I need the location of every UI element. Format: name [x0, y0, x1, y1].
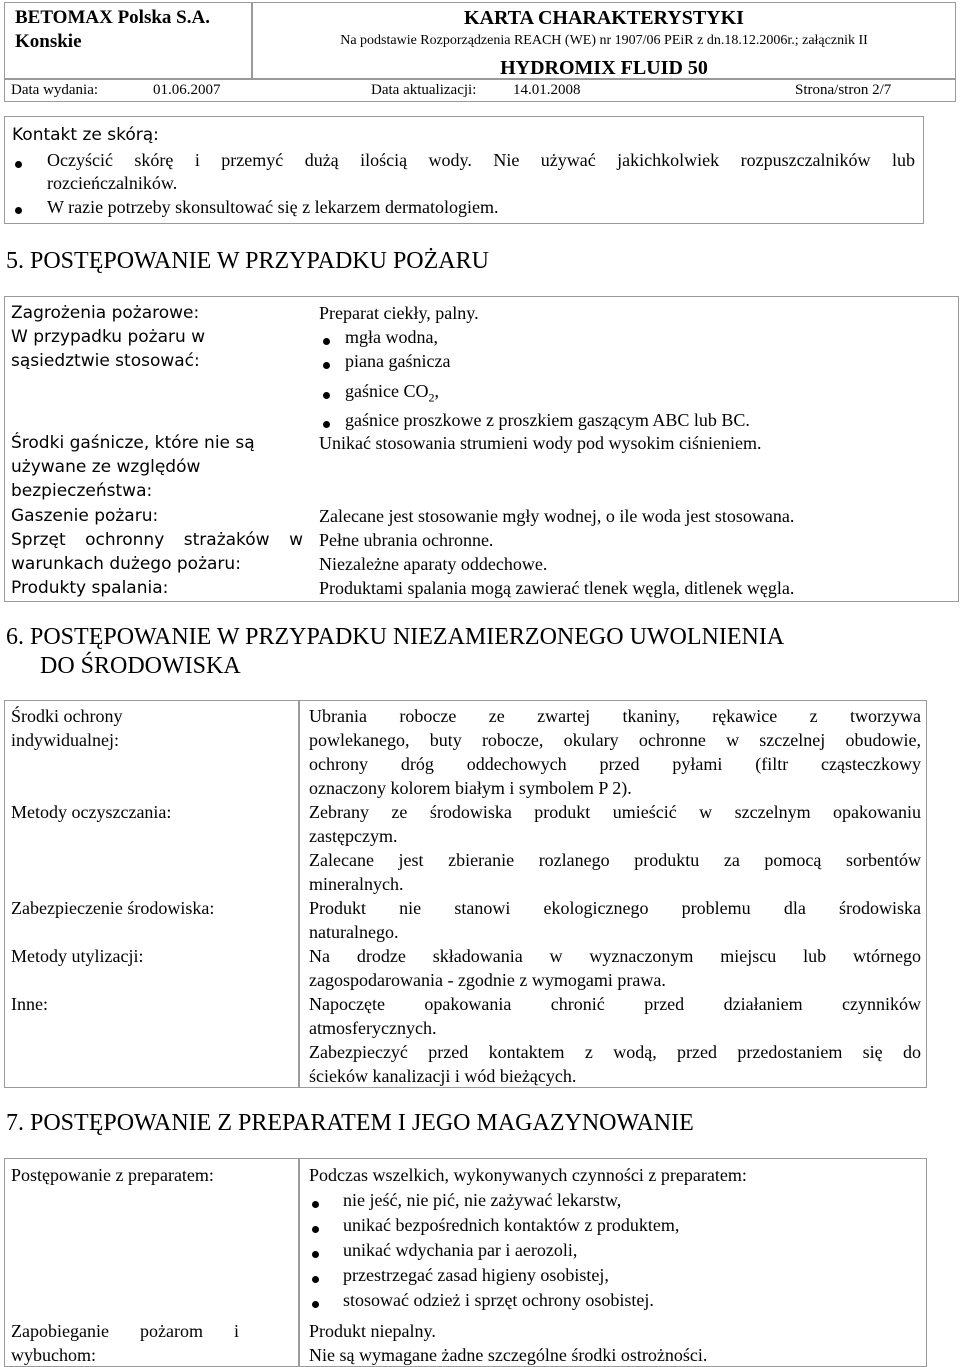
combustion-products-label: Produkty spalania:	[11, 578, 169, 598]
bullet-icon	[312, 1201, 319, 1208]
ppe-label-line2: indywidualnej:	[11, 730, 119, 750]
update-label: Data aktualizacji:	[371, 82, 477, 98]
handling-label: Postępowanie z preparatem:	[11, 1165, 214, 1185]
bullet-icon	[15, 207, 22, 214]
section-6-heading-line2: DO ŚRODOWISKA	[40, 653, 241, 679]
handling-item: unikać wdychania par i aerozoli,	[343, 1240, 578, 1260]
cleanup-line: zastępczym.	[309, 826, 398, 846]
date-bar	[4, 78, 956, 102]
skin-contact-box	[4, 116, 924, 224]
environment-line: naturalnego.	[309, 922, 399, 942]
update-date: 14.01.2008	[513, 82, 581, 98]
extinguish-label-line2: sąsiedztwie stosować:	[11, 351, 200, 371]
issue-date: 01.06.2007	[153, 82, 221, 98]
firefighting-value: Zalecane jest stosowanie mgły wodnej, o ile woda jest stosowana.	[319, 506, 795, 526]
cleanup-line: Zebrany ze środowiska produkt umieścić w szczelnym opakowaniu	[309, 802, 921, 822]
ppe-line: ochrony dróg oddechowych przed pyłami (filtr cząsteczkowy	[309, 754, 921, 774]
bullet-icon	[15, 161, 22, 168]
extinguish-item: gaśnice proszkowe z proszkiem gaszącym ABC lub BC.	[345, 410, 750, 430]
ppe-line: oznaczony kolorem białym i symbolem P 2).	[309, 778, 632, 798]
skin-bullet-1-line2: rozcieńczalników.	[47, 173, 178, 193]
firefighting-label: Gaszenie pożaru:	[11, 506, 159, 526]
fire-prevention-line: Produkt niepalny.	[309, 1321, 436, 1341]
unsuitable-label-line1: Środki gaśnicze, które nie są	[11, 433, 255, 453]
ppe-line: Ubrania robocze ze zwartej tkaniny, rękawice z tworzywa	[309, 706, 921, 726]
header-title-box	[252, 2, 956, 80]
skin-bullet-2: W razie potrzeby skonsultować się z lekarzem dermatologiem.	[47, 197, 499, 217]
bullet-icon	[312, 1226, 319, 1233]
fire-hazards-label: Zagrożenia pożarowe:	[11, 303, 200, 323]
issue-label: Data wydania:	[11, 82, 99, 98]
handling-item: stosować odzież i sprzęt ochrony osobistej.	[343, 1290, 654, 1310]
bullet-icon	[323, 392, 330, 399]
disposal-line: zagospodarowania - zgodnie z wymogami prawa.	[309, 970, 666, 990]
fire-prevention-label-line2: wybuchom:	[11, 1345, 96, 1365]
environment-label: Zabezpieczenie środowiska:	[11, 898, 215, 918]
product-name: HYDROMIX FLUID 50	[500, 57, 708, 79]
section-6-label-column	[4, 700, 299, 1088]
cleanup-line: mineralnych.	[309, 874, 404, 894]
firefighter-equipment-label-line2: warunkach dużego pożaru:	[11, 554, 241, 574]
disposal-line: Na drodze składowania w wyznaczonym miejscu lub wtórnego	[309, 946, 921, 966]
company-name: BETOMAX Polska S.A.	[15, 7, 210, 28]
unsuitable-label-line2: używane ze względów	[11, 457, 201, 477]
extinguish-item-co2: gaśnice $CO_2$,	[345, 381, 439, 405]
handling-item: przestrzegać zasad higieny osobistej,	[343, 1265, 609, 1285]
section-6-value-column	[299, 700, 927, 1088]
fire-prevention-line: Nie są wymagane żadne szczególne środki ostrożności.	[309, 1345, 708, 1365]
bullet-icon	[312, 1276, 319, 1283]
ppe-line: powlekanego, buty robocze, okulary ochronne w szczelnej obudowie,	[309, 730, 921, 750]
section-7-value-column	[299, 1158, 927, 1367]
skin-contact-title: Kontakt ze skórą:	[12, 125, 159, 145]
extinguish-label-line1: W przypadku pożaru w	[11, 327, 206, 347]
extinguish-item: piana gaśnicza	[345, 351, 451, 371]
bullet-icon	[323, 338, 330, 345]
regulation-note: Na podstawie Rozporządzenia REACH (WE) nr 1907/06 PEiR z dn.18.12.2006r.; załącznik II	[340, 33, 868, 48]
section-6-heading-line1: 6. POSTĘPOWANIE W PRZYPADKU NIEZAMIERZONEGO UWOLNIENIA	[6, 624, 785, 650]
document-title: KARTA CHARAKTERYSTYKI	[464, 7, 744, 29]
cleanup-label: Metody oczyszczania:	[11, 802, 172, 822]
section-5-box	[4, 296, 959, 602]
extinguish-item: mgła wodna,	[345, 327, 438, 347]
unsuitable-value: Unikać stosowania strumieni wody pod wysokim ciśnieniem.	[319, 433, 762, 453]
handling-item: nie jeść, nie pić, nie zażywać lekarstw,	[343, 1190, 622, 1210]
bullet-icon	[312, 1301, 319, 1308]
other-line: ścieków kanalizacji i wód bieżących.	[309, 1066, 577, 1086]
handling-intro: Podczas wszelkich, wykonywanych czynności z preparatem:	[309, 1165, 747, 1185]
other-line: Zabezpieczyć przed kontaktem z wodą, przed przedostaniem się do	[309, 1042, 921, 1062]
header-company-box	[4, 2, 252, 80]
section-7-label-column	[4, 1158, 299, 1367]
fire-prevention-label-line1: Zapobieganie pożarom i	[11, 1321, 239, 1341]
fire-hazards-value: Preparat ciekły, palny.	[319, 303, 479, 323]
handling-item: unikać bezpośrednich kontaktów z produktem,	[343, 1215, 680, 1235]
other-line: Napoczęte opakowania chronić przed działaniem czynników	[309, 994, 921, 1014]
combustion-products-value: Produktami spalania mogą zawierać tlenek węgla, ditlenek węgla.	[319, 578, 795, 598]
firefighter-equipment-label-line1: Sprzęt ochronny strażaków w	[11, 530, 303, 550]
section-7-heading: 7. POSTĘPOWANIE Z PREPARATEM I JEGO MAGAZYNOWANIE	[6, 1110, 694, 1136]
other-label: Inne:	[11, 994, 48, 1014]
bullet-icon	[323, 362, 330, 369]
bullet-icon	[312, 1251, 319, 1258]
section-5-heading: 5. POSTĘPOWANIE W PRZYPADKU POŻARU	[6, 248, 489, 274]
firefighter-equipment-value-line2: Niezależne aparaty oddechowe.	[319, 554, 548, 574]
company-city: Konskie	[15, 31, 82, 52]
firefighter-equipment-value-line1: Pełne ubrania ochronne.	[319, 530, 494, 550]
other-line: atmosferycznych.	[309, 1018, 437, 1038]
page-number: Strona/stron 2/7	[795, 82, 892, 98]
disposal-label: Metody utylizacji:	[11, 946, 144, 966]
environment-line: Produkt nie stanowi ekologicznego problemu dla środowiska	[309, 898, 921, 918]
unsuitable-label-line3: bezpieczeństwa:	[11, 481, 153, 501]
skin-bullet-1-line1: Oczyścić skórę i przemyć dużą ilością wody. Nie używać jakichkolwiek rozpuszczalników lub	[47, 150, 915, 170]
cleanup-line: Zalecane jest zbieranie rozlanego produktu za pomocą sorbentów	[309, 850, 921, 870]
ppe-label-line1: Środki ochrony	[11, 706, 123, 726]
bullet-icon	[323, 421, 330, 428]
